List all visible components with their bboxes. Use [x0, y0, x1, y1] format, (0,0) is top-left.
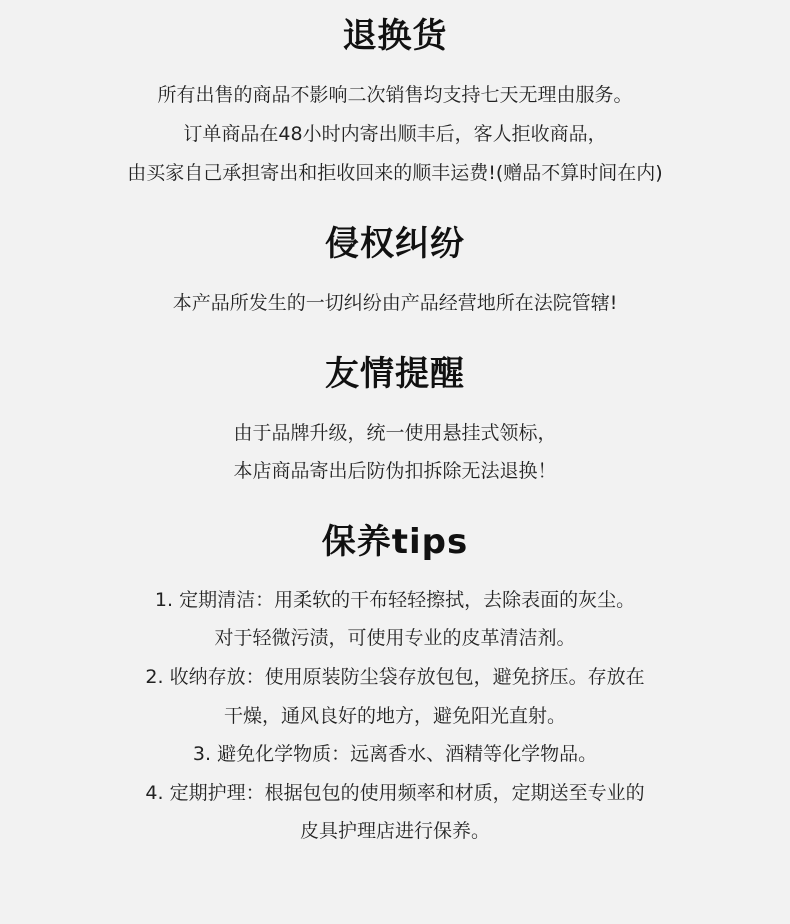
disputes-title: 侵权纠纷 [325, 224, 465, 264]
reminder-line-2: 本店商品寄出后防伪扣拆除无法退换！ [233, 460, 557, 482]
returns-line-2: 订单商品在48小时内寄出顺丰后，客人拒收商品， [183, 123, 607, 145]
care-line-6: 4. 定期护理：根据包包的使用频率和材质，定期送至专业的 [145, 782, 645, 804]
returns-line-1: 所有出售的商品不影响二次销售均支持七天无理由服务。 [157, 84, 633, 106]
returns-line-3: 由买家自己承担寄出和拒收回来的顺丰运费!(赠品不算时间在内) [127, 162, 663, 184]
reminder-line-1: 由于品牌升级，统一使用悬挂式领标， [233, 422, 557, 444]
reminder-title: 友情提醒 [325, 354, 465, 394]
disputes-line-1: 本产品所发生的一切纠纷由产品经营地所在法院管辖! [172, 292, 618, 314]
care-line-1: 1. 定期清洁：用柔软的干布轻轻擦拭，去除表面的灰尘。 [154, 589, 636, 611]
care-line-7: 皮具护理店进行保养。 [299, 820, 490, 842]
returns-title: 退换货 [342, 16, 448, 56]
care-line-4: 干燥，通风良好的地方，避免阳光直射。 [223, 705, 566, 727]
care-line-5: 3. 避免化学物质：远离香水、酒精等化学物品。 [192, 743, 598, 765]
care-title: 保养tips [321, 522, 469, 562]
care-line-2: 对于轻微污渍，可使用专业的皮革清洁剂。 [214, 627, 576, 649]
care-line-3: 2. 收纳存放：使用原装防尘袋存放包包，避免挤压。存放在 [145, 666, 645, 688]
